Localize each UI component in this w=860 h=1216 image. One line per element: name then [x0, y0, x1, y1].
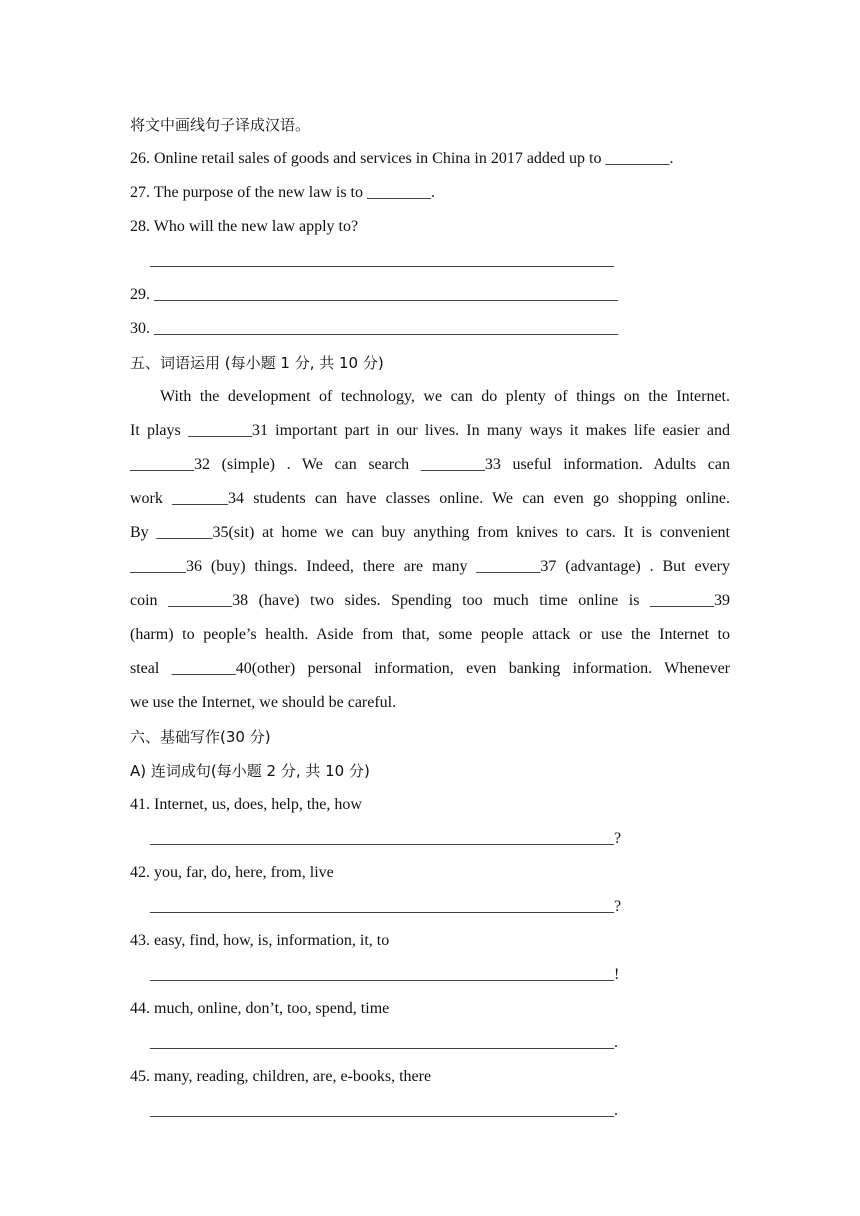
question-41: 41. Internet, us, does, help, the, how — [130, 796, 362, 813]
section-5-heading: 五、词语运用 (每小题 1 分, 共 10 分) — [130, 354, 384, 372]
passage-line: coin ________38 (have) two sides. Spending too much time online is ________39 — [130, 592, 730, 609]
section-6-heading: 六、基础写作(30 分) — [130, 728, 271, 746]
passage-line: _______36 (buy) things. Indeed, there are many ________37 (advantage) . But every — [130, 558, 730, 575]
question-28: 28. Who will the new law apply to? — [130, 218, 359, 235]
passage-line: ________32 (simple) . We can search ________33 useful information. Adults can — [130, 456, 730, 473]
passage-line: By _______35(sit) at home we can buy anything from knives to cars. It is convenient — [130, 524, 730, 541]
question-45-answer-line: __________________________________________________________. — [150, 1102, 618, 1119]
question-43-answer-line: __________________________________________________________! — [150, 966, 620, 983]
section-6a-heading: A) 连词成句(每小题 2 分, 共 10 分) — [130, 762, 370, 780]
passage-line: (harm) to people’s health. Aside from that, some people attack or use the Internet to — [130, 626, 730, 643]
question-45: 45. many, reading, children, are, e-books, there — [130, 1068, 432, 1085]
question-28-answer-line: __________________________________________________________ — [150, 252, 614, 269]
question-29: 29. __________________________________________________________ — [130, 286, 618, 303]
passage-line: steal ________40(other) personal information, even banking information. Whenever — [130, 660, 730, 677]
question-27: 27. The purpose of the new law is to ________. — [130, 184, 435, 201]
translation-instruction: 将文中画线句子译成汉语。 — [130, 116, 311, 134]
question-43: 43. easy, find, how, is, information, it, to — [130, 932, 390, 949]
cloze-passage — [130, 380, 730, 720]
passage-line: With the development of technology, we can do plenty of things on the Internet. — [160, 388, 730, 405]
question-44-answer-line: __________________________________________________________. — [150, 1034, 618, 1051]
worksheet-page — [130, 108, 730, 1128]
question-26: 26. Online retail sales of goods and services in China in 2017 added up to ________. — [130, 150, 674, 167]
question-30: 30. __________________________________________________________ — [130, 320, 618, 337]
question-42-answer-line: __________________________________________________________? — [150, 898, 622, 915]
question-44: 44. much, online, don’t, too, spend, time — [130, 1000, 390, 1017]
question-42: 42. you, far, do, here, from, live — [130, 864, 334, 881]
question-41-answer-line: __________________________________________________________? — [150, 830, 622, 847]
passage-line: we use the Internet, we should be careful. — [130, 694, 397, 711]
passage-line: It plays ________31 important part in our lives. In many ways it makes life easier and — [130, 422, 730, 439]
passage-line: work _______34 students can have classes online. We can even go shopping online. — [130, 490, 730, 507]
